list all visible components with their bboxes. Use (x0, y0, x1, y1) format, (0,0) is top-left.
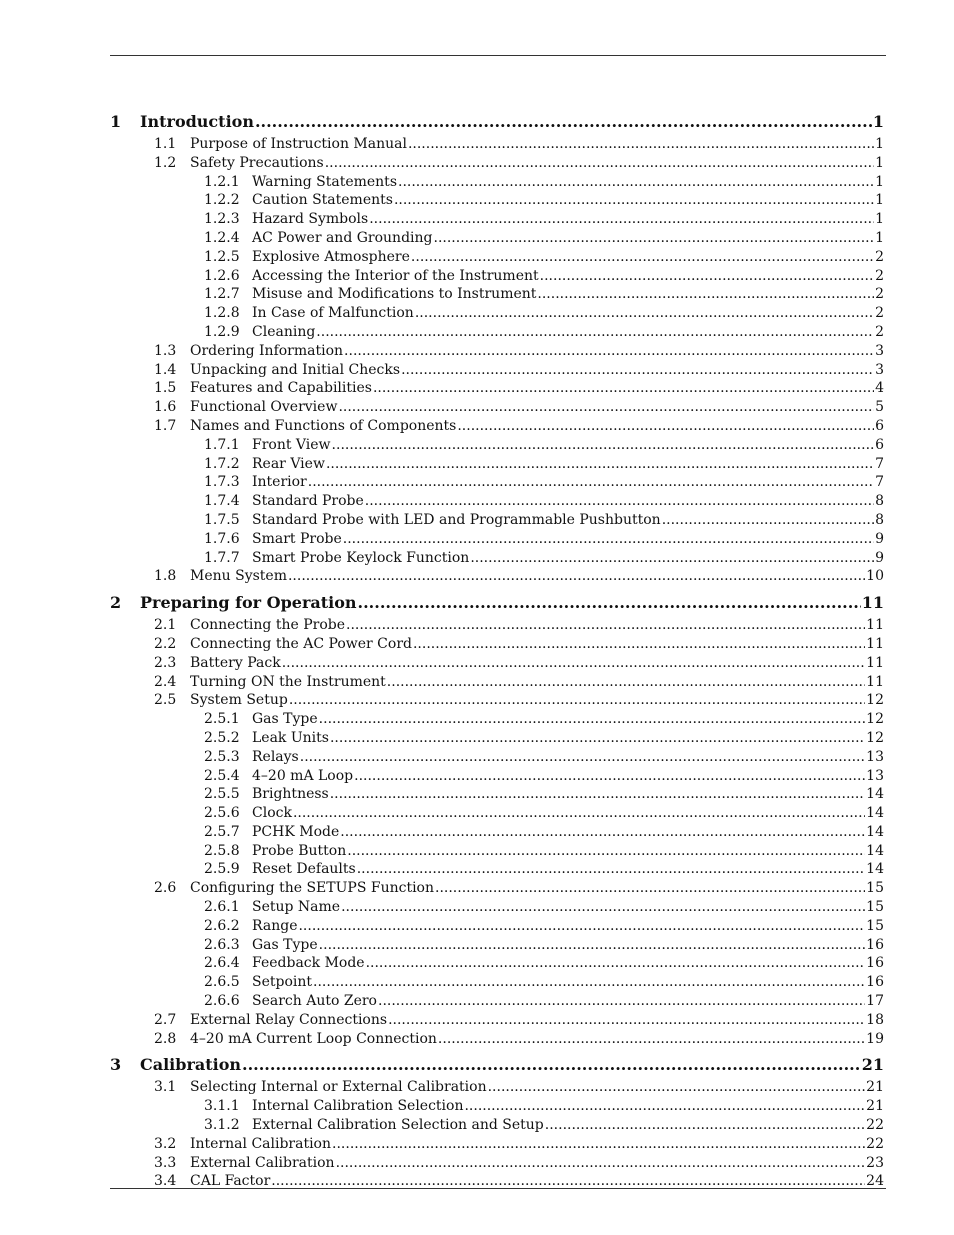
table-of-contents (110, 112, 884, 1192)
toc-entry-title: Gas Type (252, 936, 318, 953)
toc-entry-number: 2.5.8 (204, 842, 240, 859)
toc-entry-level-3[interactable] (110, 955, 884, 974)
dot-leader (434, 230, 875, 246)
toc-entry-level-1[interactable] (110, 593, 884, 617)
toc-entry-title: Configuring the SETUPS Function (190, 880, 434, 897)
toc-entry-number: 1.3 (154, 342, 177, 359)
dot-leader (347, 843, 865, 859)
toc-entry-page: 10 (866, 568, 884, 585)
toc-entry-level-3[interactable] (110, 456, 884, 475)
dot-leader (388, 1012, 865, 1028)
dot-leader (313, 974, 865, 990)
toc-entry-level-3[interactable] (110, 174, 884, 193)
toc-entry-title: Smart Probe Keylock Function (252, 549, 470, 566)
toc-entry-level-3[interactable] (110, 230, 884, 249)
toc-entry-level-3[interactable] (110, 786, 884, 805)
toc-entry-level-2[interactable] (110, 1012, 884, 1031)
toc-entry-page: 1 (875, 173, 884, 190)
toc-entry-level-3[interactable] (110, 550, 884, 569)
toc-entry-level-2[interactable] (110, 380, 884, 399)
toc-entry-number: 3.4 (154, 1173, 177, 1190)
toc-entry-page: 7 (875, 474, 884, 491)
toc-entry-number: 2 (110, 593, 122, 613)
toc-entry-level-3[interactable] (110, 305, 884, 324)
toc-entry-title: Internal Calibration (190, 1135, 332, 1152)
toc-entry-title: Calibration (140, 1055, 242, 1075)
dot-leader (332, 437, 875, 453)
dot-leader (308, 474, 874, 490)
toc-entry-number: 1.2.5 (204, 248, 240, 265)
toc-entry-title: Introduction (140, 112, 254, 131)
toc-entry-title: Safety Precautions (190, 154, 324, 171)
header-rule (110, 55, 886, 56)
dot-leader (537, 286, 874, 302)
dot-leader (401, 362, 874, 378)
toc-entry-title: CAL Factor (190, 1173, 271, 1190)
toc-entry-page: 3 (875, 361, 884, 378)
toc-entry-page: 11 (866, 673, 884, 690)
dot-leader (387, 674, 865, 690)
toc-entry-title: Purpose of Instruction Manual (190, 136, 407, 152)
toc-entry-title: Interior (252, 474, 307, 491)
toc-entry-level-3[interactable] (110, 1098, 884, 1117)
toc-entry-number: 2.5.2 (204, 729, 240, 746)
toc-entry-level-1[interactable] (110, 112, 884, 136)
toc-entry-page: 5 (875, 399, 884, 416)
toc-entry-page: 21 (861, 1055, 884, 1075)
toc-entry-level-3[interactable] (110, 437, 884, 456)
toc-entry-level-3[interactable] (110, 493, 884, 512)
toc-entry-level-3[interactable] (110, 324, 884, 343)
toc-entry-number: 2.6.6 (204, 993, 240, 1010)
toc-entry-level-2[interactable] (110, 418, 884, 437)
dot-leader (365, 493, 874, 509)
toc-entry-title: Rear View (252, 455, 325, 472)
toc-entry-page: 12 (866, 729, 884, 746)
toc-entry-level-3[interactable] (110, 843, 884, 862)
toc-entry-number: 3.1 (154, 1079, 177, 1096)
toc-entry-number: 1.2.1 (204, 173, 240, 190)
dot-leader (330, 730, 865, 746)
toc-entry-title: Misuse and Modifications to Instrument (252, 286, 537, 303)
toc-entry-level-2[interactable] (110, 155, 884, 174)
toc-entry-number: 1.7.4 (204, 493, 240, 510)
toc-entry-number: 1.8 (154, 568, 177, 585)
dot-leader (540, 268, 874, 284)
toc-entry-level-2[interactable] (110, 674, 884, 693)
dot-leader (457, 418, 874, 434)
toc-entry-title: Leak Units (252, 729, 329, 746)
toc-entry-number: 1.7.7 (204, 549, 240, 566)
toc-entry-number: 2.7 (154, 1011, 177, 1028)
toc-entry-level-2[interactable] (110, 1136, 884, 1155)
toc-entry-number: 2.6 (154, 880, 177, 897)
toc-entry-page: 1 (875, 154, 884, 171)
dot-leader (288, 568, 865, 584)
toc-entry-page: 14 (866, 842, 884, 859)
toc-entry-page: 11 (866, 635, 884, 652)
toc-entry-page: 19 (866, 1030, 884, 1047)
toc-entry-page: 17 (866, 993, 884, 1010)
toc-entry-page: 1 (875, 229, 884, 246)
toc-entry-title: Features and Capabilities (190, 380, 372, 397)
toc-entry-number: 3.1.1 (204, 1098, 240, 1115)
dot-leader (464, 1098, 865, 1114)
toc-entry-title: Connecting the AC Power Cord (190, 635, 412, 652)
toc-entry-number: 3.2 (154, 1135, 177, 1152)
toc-entry-level-2[interactable] (110, 362, 884, 381)
toc-entry-number: 2.5.7 (204, 823, 240, 840)
toc-entry-number: 1.2.8 (204, 305, 240, 322)
dot-leader (369, 211, 874, 227)
toc-entry-page: 3 (875, 342, 884, 359)
dot-leader (435, 880, 865, 896)
toc-entry-title: Turning ON the Instrument (190, 673, 386, 690)
toc-entry-title: Warning Statements (252, 173, 397, 190)
toc-entry-title: Probe Button (252, 842, 347, 859)
toc-entry-page: 21 (866, 1098, 884, 1115)
dot-leader (438, 1031, 865, 1047)
toc-entry-number: 1.2.3 (204, 211, 240, 228)
toc-entry-number: 1.2.6 (204, 267, 240, 284)
toc-entry-page: 1 (875, 136, 884, 152)
toc-entry-level-3[interactable] (110, 974, 884, 993)
toc-entry-level-2[interactable] (110, 655, 884, 674)
dot-leader (332, 1136, 865, 1152)
toc-entry-level-2[interactable] (110, 399, 884, 418)
toc-entry-level-2[interactable] (110, 1173, 884, 1192)
dot-leader (330, 786, 865, 802)
toc-entry-page: 22 (866, 1117, 884, 1134)
toc-entry-title: Unpacking and Initial Checks (190, 361, 401, 378)
toc-entry-number: 1.7.1 (204, 436, 240, 453)
toc-entry-page: 15 (866, 899, 884, 916)
toc-entry-title: Setup Name (252, 899, 341, 916)
toc-entry-level-2[interactable] (110, 1031, 884, 1050)
toc-entry-title: Battery Pack (190, 654, 281, 671)
toc-entry-page: 12 (866, 692, 884, 709)
toc-entry-title: Connecting the Probe (190, 617, 345, 634)
toc-entry-number: 1.4 (154, 361, 177, 378)
toc-entry-page: 1 (872, 112, 884, 131)
toc-entry-title: Front View (252, 436, 331, 453)
dot-leader (488, 1079, 866, 1095)
toc-entry-level-3[interactable] (110, 474, 884, 493)
toc-entry-page: 4 (875, 380, 884, 397)
toc-entry-level-2[interactable] (110, 1155, 884, 1174)
toc-entry-page: 2 (875, 323, 884, 340)
toc-entry-number: 2.5.6 (204, 805, 240, 822)
toc-entry-number: 2.6.2 (204, 917, 240, 934)
toc-entry-title: Names and Functions of Components (190, 417, 457, 434)
toc-entry-level-3[interactable] (110, 730, 884, 749)
toc-entry-page: 12 (866, 711, 884, 728)
toc-entry-number: 1.7.2 (204, 455, 240, 472)
dot-leader (319, 711, 866, 727)
toc-entry-level-1[interactable] (110, 1055, 884, 1079)
dot-leader (662, 512, 874, 528)
toc-entry-level-3[interactable] (110, 805, 884, 824)
toc-entry-page: 16 (866, 936, 884, 953)
toc-entry-page: 21 (866, 1079, 884, 1096)
toc-entry-number: 2.5.9 (204, 861, 240, 878)
toc-entry-title: Preparing for Operation (140, 593, 357, 613)
toc-entry-level-2[interactable] (110, 692, 884, 711)
dot-leader (341, 899, 865, 915)
dot-leader (366, 955, 866, 971)
toc-entry-number: 3.1.2 (204, 1117, 240, 1134)
toc-entry-page: 2 (875, 286, 884, 303)
toc-entry-title: Hazard Symbols (252, 211, 369, 228)
toc-entry-title: External Relay Connections (190, 1011, 388, 1028)
toc-entry-title: Caution Statements (252, 192, 393, 209)
toc-entry-page: 6 (875, 417, 884, 434)
dot-leader (413, 636, 865, 652)
toc-entry-number: 1.7 (154, 417, 177, 434)
dot-leader (398, 174, 874, 190)
toc-entry-page: 14 (866, 823, 884, 840)
toc-entry-title: Feedback Mode (252, 955, 365, 972)
toc-entry-title: Gas Type (252, 711, 318, 728)
toc-entry-title: PCHK Mode (252, 823, 340, 840)
toc-entry-level-3[interactable] (110, 512, 884, 531)
toc-entry-number: 1.6 (154, 399, 177, 416)
toc-entry-page: 2 (875, 248, 884, 265)
toc-entry-page: 1 (875, 192, 884, 209)
toc-entry-page: 13 (866, 748, 884, 765)
toc-entry-level-3[interactable] (110, 711, 884, 730)
toc-entry-number: 1.2.2 (204, 192, 240, 209)
toc-entry-level-3[interactable] (110, 749, 884, 768)
toc-entry-number: 2.5.3 (204, 748, 240, 765)
toc-entry-number: 1.7.3 (204, 474, 240, 491)
toc-entry-page: 8 (875, 493, 884, 510)
toc-entry-number: 1.2.4 (204, 229, 240, 246)
toc-entry-number: 3.3 (154, 1154, 177, 1171)
toc-entry-title: Standard Probe (252, 493, 364, 510)
toc-entry-page: 11 (866, 617, 884, 634)
dot-leader (293, 805, 865, 821)
toc-entry-number: 2.4 (154, 673, 177, 690)
toc-entry-page: 2 (875, 267, 884, 284)
toc-entry-title: Internal Calibration Selection (252, 1098, 464, 1115)
toc-entry-page: 11 (866, 654, 884, 671)
toc-entry-number: 1 (110, 112, 122, 131)
toc-entry-level-3[interactable] (110, 1117, 884, 1136)
footer-rule (110, 1188, 886, 1189)
toc-entry-number: 2.6.1 (204, 899, 240, 916)
toc-entry-page: 18 (866, 1011, 884, 1028)
toc-entry-number: 1.5 (154, 380, 177, 397)
toc-entry-title: Cleaning (252, 323, 316, 340)
toc-entry-page: 22 (866, 1135, 884, 1152)
toc-entry-level-2[interactable] (110, 636, 884, 655)
toc-entry-level-2[interactable] (110, 136, 884, 155)
toc-entry-page: 14 (866, 805, 884, 822)
toc-entry-title: 4–20 mA Current Loop Connection (190, 1030, 437, 1047)
toc-entry-page: 14 (866, 861, 884, 878)
toc-entry-title: Functional Overview (190, 399, 338, 416)
toc-entry-page: 9 (875, 530, 884, 547)
toc-entry-page: 6 (875, 436, 884, 453)
toc-entry-number: 3 (110, 1055, 122, 1075)
toc-entry-level-2[interactable] (110, 343, 884, 362)
toc-entry-page: 15 (866, 880, 884, 897)
dot-leader (358, 593, 861, 612)
dot-leader (289, 692, 865, 708)
toc-entry-level-2[interactable] (110, 1079, 884, 1098)
toc-entry-title: Menu System (190, 568, 287, 585)
toc-entry-page: 2 (875, 305, 884, 322)
dot-leader (357, 861, 865, 877)
toc-entry-title: In Case of Malfunction (252, 305, 414, 322)
toc-entry-level-3[interactable] (110, 768, 884, 787)
dot-leader (394, 192, 874, 208)
dot-leader (545, 1117, 865, 1133)
toc-entry-number: 2.5.1 (204, 711, 240, 728)
toc-entry-page: 23 (866, 1154, 884, 1171)
dot-leader (282, 655, 865, 671)
toc-entry-number: 1.7.5 (204, 511, 240, 528)
toc-entry-number: 2.6.4 (204, 955, 240, 972)
toc-entry-level-2[interactable] (110, 617, 884, 636)
dot-leader (470, 550, 874, 566)
toc-entry-title: Relays (252, 748, 299, 765)
dot-leader (316, 324, 874, 340)
dot-leader (325, 155, 874, 171)
toc-entry-level-3[interactable] (110, 937, 884, 956)
toc-entry-level-3[interactable] (110, 192, 884, 211)
toc-entry-level-3[interactable] (110, 211, 884, 230)
dot-leader (298, 918, 865, 934)
toc-entry-title: Standard Probe with LED and Programmable Pushbutton (252, 511, 661, 528)
toc-entry-title: Reset Defaults (252, 861, 356, 878)
toc-entry-page: 16 (866, 955, 884, 972)
dot-leader (326, 456, 874, 472)
toc-entry-title: Setpoint (252, 974, 313, 991)
toc-entry-number: 1.1 (154, 136, 177, 152)
toc-entry-title: Smart Probe (252, 530, 342, 547)
dot-leader (319, 937, 866, 953)
toc-entry-page: 9 (875, 549, 884, 566)
dot-leader (408, 136, 874, 152)
toc-entry-title: External Calibration (190, 1154, 335, 1171)
dot-leader (354, 768, 865, 784)
toc-entry-title: Search Auto Zero (252, 993, 377, 1010)
toc-entry-number: 2.5 (154, 692, 177, 709)
dot-leader (343, 531, 874, 547)
toc-entry-level-3[interactable] (110, 918, 884, 937)
dot-leader (378, 993, 865, 1009)
toc-entry-level-3[interactable] (110, 286, 884, 305)
toc-entry-title: Clock (252, 805, 292, 822)
toc-entry-title: Explosive Atmosphere (252, 248, 410, 265)
dot-leader (336, 1155, 866, 1171)
toc-entry-number: 2.5.4 (204, 767, 240, 784)
toc-entry-level-3[interactable] (110, 899, 884, 918)
dot-leader (338, 399, 874, 415)
toc-entry-number: 1.2 (154, 154, 177, 171)
toc-entry-page: 8 (875, 511, 884, 528)
toc-entry-level-3[interactable] (110, 268, 884, 287)
toc-entry-level-2[interactable] (110, 568, 884, 587)
dot-leader (300, 749, 865, 765)
dot-leader (415, 305, 874, 321)
dot-leader (373, 380, 874, 396)
toc-entry-page: 24 (866, 1173, 884, 1190)
toc-entry-title: 4–20 mA Loop (252, 767, 354, 784)
toc-entry-number: 1.2.7 (204, 286, 240, 303)
toc-entry-number: 1.2.9 (204, 323, 240, 340)
dot-leader (340, 824, 865, 840)
dot-leader (255, 112, 872, 131)
toc-entry-number: 2.6.5 (204, 974, 240, 991)
toc-entry-title: AC Power and Grounding (252, 229, 433, 246)
toc-entry-title: System Setup (190, 692, 288, 709)
toc-entry-level-3[interactable] (110, 249, 884, 268)
toc-entry-page: 16 (866, 974, 884, 991)
dot-leader (242, 1055, 861, 1074)
toc-entry-page: 14 (866, 786, 884, 803)
dot-leader (346, 617, 865, 633)
toc-entry-level-3[interactable] (110, 531, 884, 550)
toc-entry-number: 2.5.5 (204, 786, 240, 803)
toc-entry-number: 2.8 (154, 1030, 177, 1047)
toc-entry-title: Brightness (252, 786, 329, 803)
toc-entry-number: 2.3 (154, 654, 177, 671)
toc-entry-title: Ordering Information (190, 342, 344, 359)
toc-entry-level-3[interactable] (110, 824, 884, 843)
toc-entry-number: 2.1 (154, 617, 177, 634)
toc-entry-title: Accessing the Interior of the Instrument (252, 267, 539, 284)
dot-leader (344, 343, 874, 359)
dot-leader (411, 249, 874, 265)
toc-entry-page: 15 (866, 917, 884, 934)
toc-entry-number: 1.7.6 (204, 530, 240, 547)
toc-entry-title: External Calibration Selection and Setup (252, 1117, 544, 1134)
toc-entry-level-3[interactable] (110, 993, 884, 1012)
toc-entry-title: Range (252, 917, 298, 934)
toc-entry-page: 1 (875, 211, 884, 228)
toc-entry-page: 7 (875, 455, 884, 472)
toc-entry-page: 13 (866, 767, 884, 784)
toc-entry-number: 2.2 (154, 635, 177, 652)
toc-entry-number: 2.6.3 (204, 936, 240, 953)
toc-entry-page: 11 (861, 593, 884, 613)
toc-entry-level-3[interactable] (110, 861, 884, 880)
toc-entry-title: Selecting Internal or External Calibration (190, 1079, 487, 1096)
toc-entry-level-2[interactable] (110, 880, 884, 899)
